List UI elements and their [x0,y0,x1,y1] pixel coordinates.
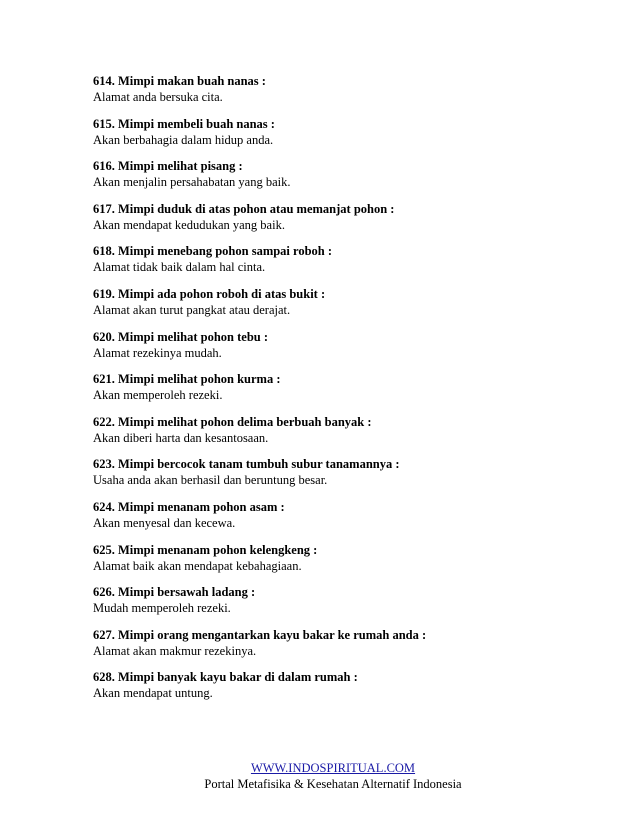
entry-626 [93,584,593,627]
entry-description: Akan memperoleh rezeki. [93,388,223,403]
entry-title: 624. Mimpi menanam pohon asam : [93,499,285,514]
entry-621 [93,371,593,414]
entry-title: 628. Mimpi banyak kayu bakar di dalam rumah : [93,670,358,685]
entry-description: Mudah memperoleh rezeki. [93,601,231,616]
entry-624 [93,499,593,542]
entry-title: 620. Mimpi melihat pohon tebu : [93,329,269,344]
entry-622 [93,414,593,457]
entry-title: 617. Mimpi duduk di atas pohon atau memanjat pohon : [93,201,395,216]
entry-625 [93,542,593,585]
entry-description: Akan mendapat kedudukan yang baik. [93,217,285,232]
entry-title: 621. Mimpi melihat pohon kurma : [93,372,281,387]
entry-description: Alamat baik akan mendapat kebahagiaan. [93,558,302,573]
entry-description: Akan menjalin persahabatan yang baik. [93,175,291,190]
entry-619 [93,286,593,329]
entry-list [93,73,593,712]
footer-site-link[interactable]: WWW.INDOSPIRITUAL.COM [250,761,416,775]
entry-628 [93,669,593,712]
entry-description: Akan menyesal dan kecewa. [93,515,236,530]
entry-title: 625. Mimpi menanam pohon kelengkeng : [93,542,318,557]
entry-620 [93,329,593,372]
entry-title: 619. Mimpi ada pohon roboh di atas bukit : [93,286,326,301]
entry-615 [93,116,593,159]
entry-description: Akan berbahagia dalam hidup anda. [93,132,274,147]
entry-description: Alamat rezekinya mudah. [93,345,222,360]
entry-description: Alamat akan makmur rezekinya. [93,643,257,658]
page-footer [0,760,638,792]
entry-title: 616. Mimpi melihat pisang : [93,159,243,174]
entry-627 [93,627,593,670]
entry-623 [93,456,593,499]
entry-title: 627. Mimpi orang mengantarkan kayu bakar ke rumah anda : [93,627,427,642]
entry-description: Alamat akan turut pangkat atau derajat. [93,302,291,317]
entry-description: Alamat anda bersuka cita. [93,90,223,104]
entry-description: Usaha anda akan berhasil dan beruntung besar. [93,473,328,488]
entry-title: 623. Mimpi bercocok tanam tumbuh subur tanamannya : [93,457,400,472]
entry-616 [93,158,593,201]
entry-title: 615. Mimpi membeli buah nanas : [93,116,275,131]
entry-618 [93,243,593,286]
footer-tagline: Portal Metafisika & Kesehatan Alternatif Indonesia [204,777,462,791]
entry-title: 622. Mimpi melihat pohon delima berbuah banyak : [93,414,372,429]
entry-617 [93,201,593,244]
entry-title: 626. Mimpi bersawah ladang : [93,585,256,600]
entry-description: Akan mendapat untung. [93,686,213,701]
entry-title: 614. Mimpi makan buah nanas : [93,74,266,88]
entry-description: Akan diberi harta dan kesantosaan. [93,430,269,445]
entry-description: Alamat tidak baik dalam hal cinta. [93,260,266,275]
entry-title: 618. Mimpi menebang pohon sampai roboh : [93,244,333,259]
entry-614 [93,73,593,116]
